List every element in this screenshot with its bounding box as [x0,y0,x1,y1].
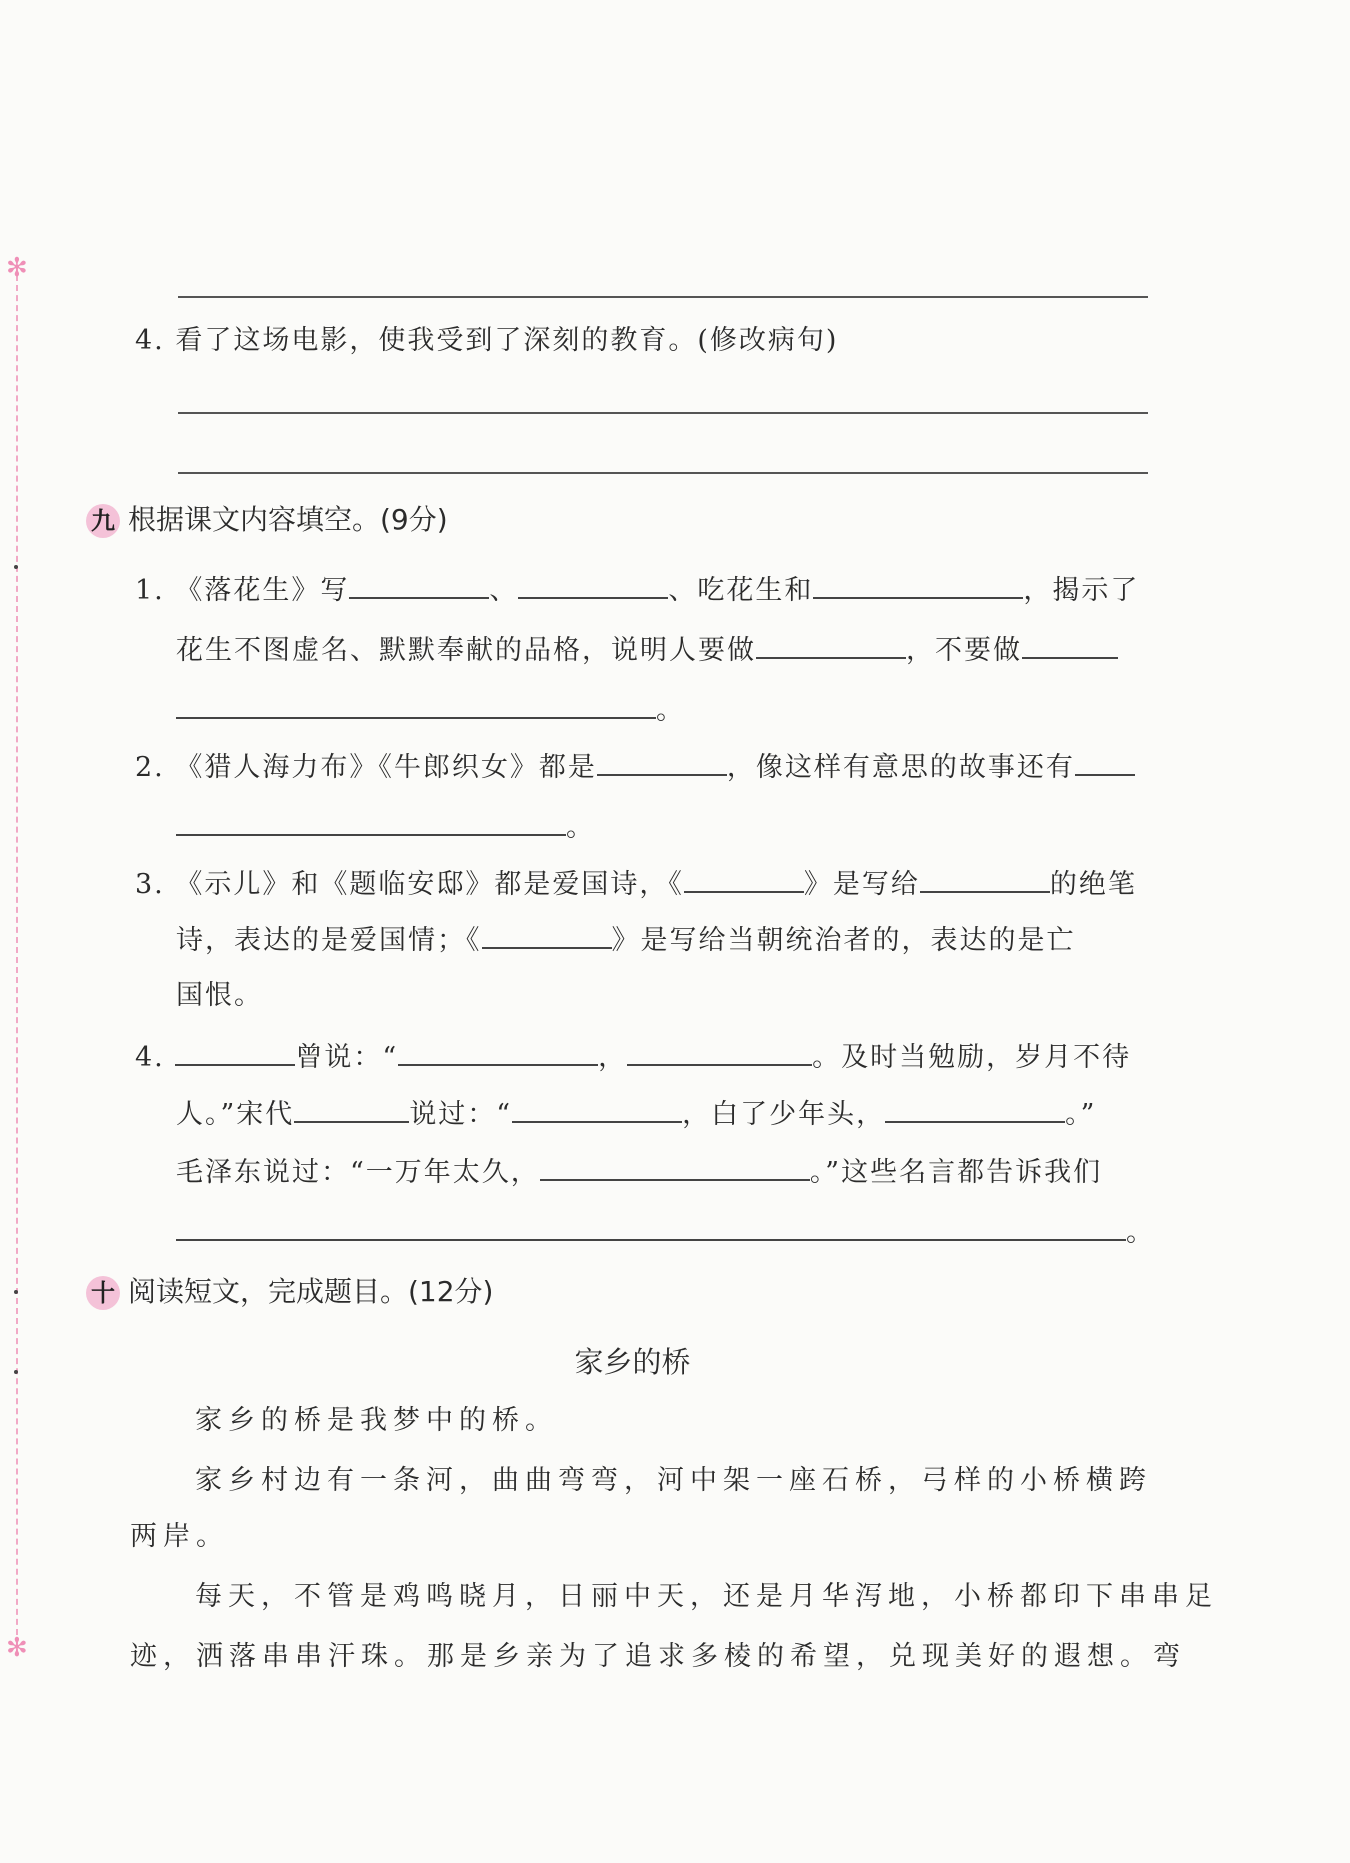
fill-blank[interactable] [176,812,566,836]
question-text: 的绝笔 [1049,869,1137,900]
question-text: 《示儿》和《题临安邸》都是爱国诗，《 [175,869,684,900]
fill-blank[interactable] [684,869,804,893]
fill-blank[interactable] [294,1099,409,1123]
fill-blank[interactable] [512,1099,682,1123]
question-number: 3. [135,869,165,900]
question-text: 、吃花生和 [668,575,814,606]
question-text: 人。”宋代 [176,1099,295,1130]
question-number: 4. [135,1042,165,1073]
question-9-3-line-2 [176,918,1076,957]
question-text: 。 [1126,1217,1155,1248]
question-text: 。”这些名言都告诉我们 [809,1157,1103,1188]
section-title: 根据课文内容填空。(9分) [128,503,448,536]
fill-blank[interactable] [398,1042,598,1066]
question-text: 。及时当勉励，岁月不待 [812,1042,1132,1073]
question-9-4-line-2 [176,1092,1096,1131]
passage-paragraph-2-line-1: 家乡村边有一条河，曲曲弯弯，河中架一座石桥，弓样的小桥横跨 [195,1465,1152,1496]
question-9-4-line-1 [135,1035,1131,1074]
section-badge: 十 [86,1276,120,1310]
fill-blank[interactable] [176,1217,1126,1241]
question-text: 看了这场电影，使我受到了深刻的教育。(修改病句) [175,325,839,356]
question-text: ，不要做 [906,635,1022,666]
question-8-4 [135,318,838,357]
question-text: ， [598,1042,628,1073]
passage-paragraph-3-line-2: 迹，洒落串串汗珠。那是乡亲为了追求多棱的希望，兑现美好的遐想。弯 [130,1641,1186,1672]
question-9-4-line-3 [176,1150,1102,1189]
question-text: 》是写给当朝统治者的，表达的是亡 [611,925,1076,956]
question-9-1-line-2 [176,628,1118,667]
question-9-1-line-1 [135,568,1139,607]
question-9-2-line-2 [176,805,595,844]
question-number: 4. [135,325,165,356]
fill-blank[interactable] [540,1157,810,1181]
margin-dot [14,1290,18,1294]
fill-blank[interactable] [482,925,612,949]
margin-star-icon: ✻ [6,1633,28,1663]
section-title: 阅读短文，完成题目。(12分) [128,1275,494,1308]
fill-blank[interactable] [813,575,1023,599]
question-text: ，揭示了 [1023,575,1140,606]
question-text: 。 [656,695,685,726]
question-text: 国恨。 [176,980,263,1011]
question-9-2-line-1 [135,745,1135,784]
fill-blank[interactable] [627,1042,812,1066]
question-text: ，像这样有意思的故事还有 [726,752,1075,783]
passage-paragraph-1: 家乡的桥是我梦中的桥。 [195,1405,558,1436]
question-text: 曾说：“ [295,1042,399,1073]
answer-line[interactable] [178,412,1148,414]
question-text: 毛泽东说过：“一万年太久， [176,1157,540,1188]
section-10-heading [86,1270,493,1310]
question-9-4-line-4 [176,1210,1155,1249]
question-9-1-line-3 [176,688,685,727]
fill-blank[interactable] [1022,635,1118,659]
fill-blank[interactable] [175,1042,295,1066]
passage-title: 家乡的桥 [574,1345,691,1379]
question-text: 《落花生》写 [175,575,350,606]
question-text: 。 [566,812,595,843]
fill-blank[interactable] [349,575,489,599]
question-text: 《猎人海力布》《牛郎织女》都是 [175,752,597,783]
question-text: 诗，表达的是爱国情；《 [176,925,482,956]
passage-paragraph-3-line-1: 每天，不管是鸡鸣晓月，日丽中天，还是月华泻地，小桥都印下串串足 [195,1581,1218,1612]
fill-blank[interactable] [1075,752,1135,776]
passage-paragraph-2-line-2: 两岸。 [130,1521,229,1552]
margin-star-icon: ✻ [6,253,28,283]
binding-margin-line [16,265,18,1655]
section-9-heading [86,498,448,538]
question-number: 2. [135,752,165,783]
fill-blank[interactable] [920,869,1050,893]
question-text: 花生不图虚名、默默奉献的品格，说明人要做 [176,635,756,666]
margin-dot [14,565,18,569]
fill-blank[interactable] [885,1099,1065,1123]
question-text: 。” [1065,1099,1097,1130]
question-text: 、 [489,575,519,606]
question-text: 说过：“ [409,1099,513,1130]
question-number: 1. [135,575,165,606]
fill-blank[interactable] [756,635,906,659]
fill-blank[interactable] [597,752,727,776]
answer-line[interactable] [178,472,1148,474]
fill-blank[interactable] [176,695,656,719]
question-9-3-line-3 [176,973,263,1012]
section-badge: 九 [86,504,120,538]
question-text: 》是写给 [803,869,920,900]
question-text: ，白了少年头， [682,1099,886,1130]
fill-blank[interactable] [518,575,668,599]
question-9-3-line-1 [135,862,1137,901]
answer-line[interactable] [178,296,1148,298]
